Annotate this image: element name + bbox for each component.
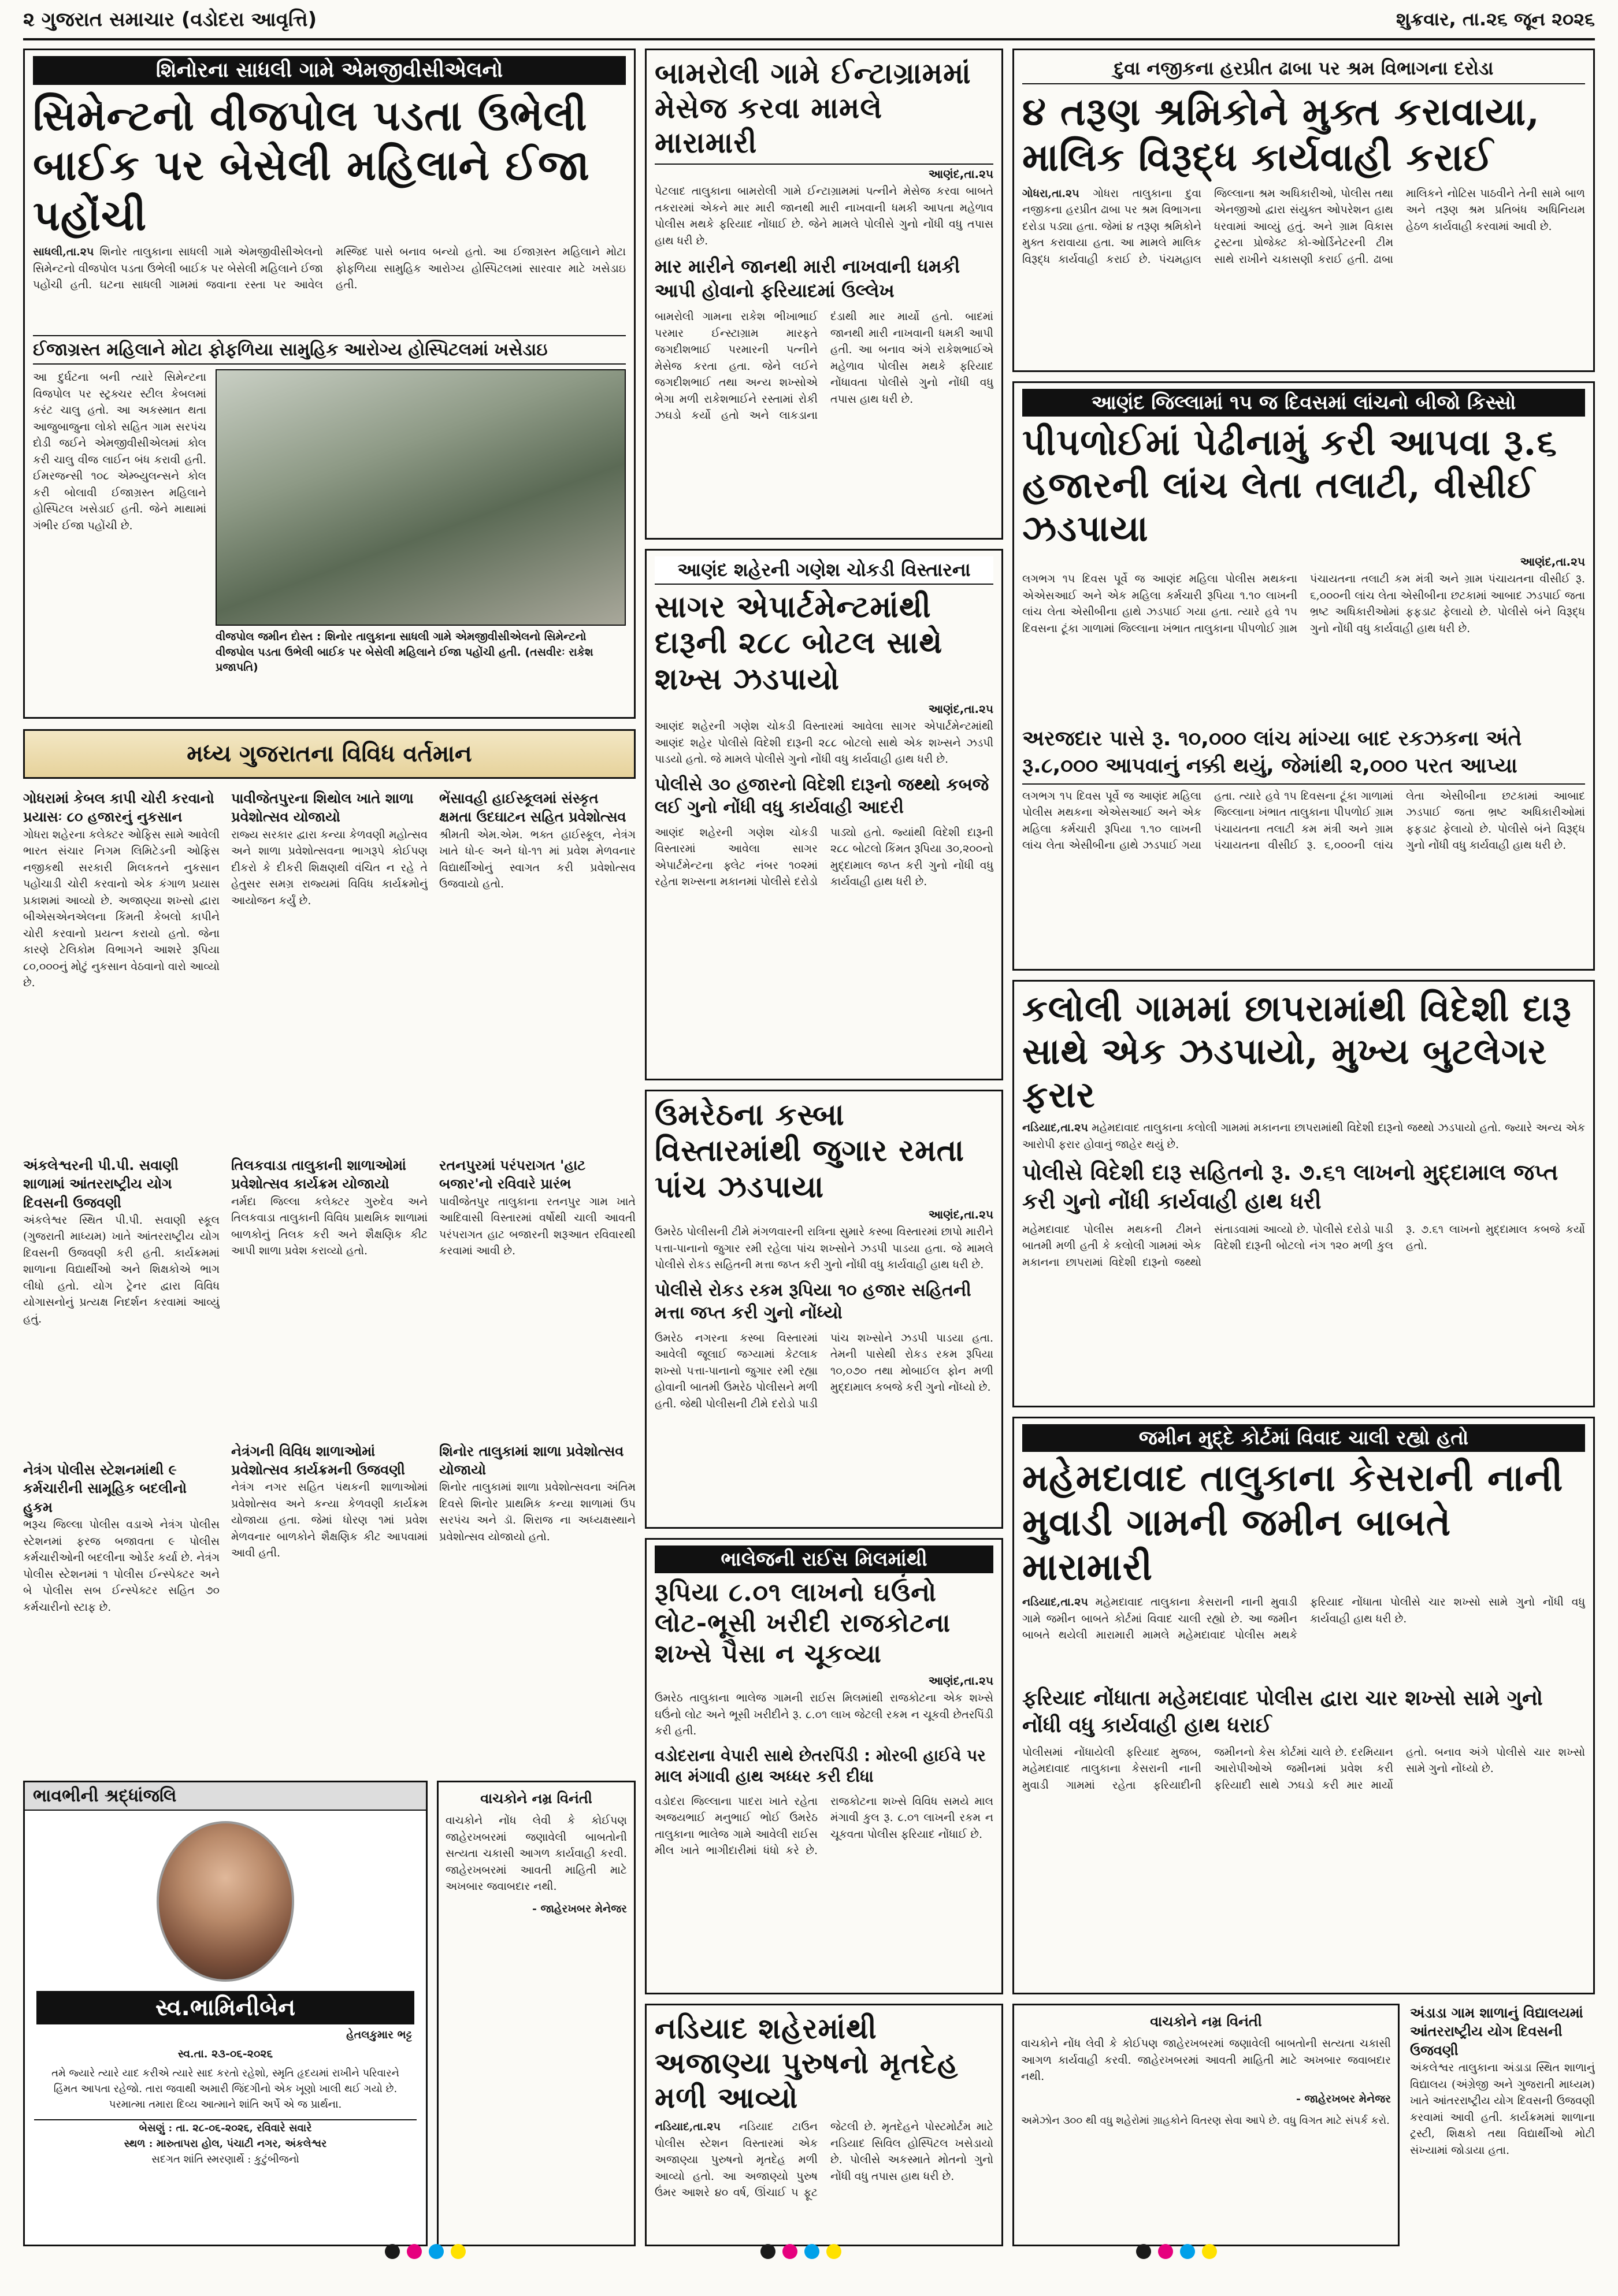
brief-headline: નેત્રંગની વિવિધ શાળાઓમાં પ્રવેશોત્સવ કાર્યક્રમની ઉજવણી — [231, 1443, 405, 1478]
story-lead: આણંદ શહેરની ગણેશ ચોકડી વિસ્તારમાં આવેલા સાગર એપાર્ટમેન્ટમાંથી આણંદ શહેર પોલીસે વિદેશી દારૂની ૨૮૮ બોટલો સાથે એક શખ્સને ઝડપી પાડયો હતો. જે મામલે પોલીસે ગુનો નોંધી વધુ કાર્યવાહી હાથ ધરી છે. — [655, 720, 993, 766]
story-text: લગભગ ૧૫ દિવસ પૂર્વે જ આણંદ મહિલા પોલીસ મથકના એએસઆઈ અને એક મહિલા કર્મચારી રૂપિયા ૧.૧૦ લાખની લાંચ લેતા એસીબીના હાથે ઝડપાઈ ગયા હતા. ત્યારે હવે ૧૫ દિવસના ટૂંકા ગાળામાં જિલ્લાના ખંભાત તાલુકાના પીપળોઈ ગ્રામ પંચાયતના તલાટી કમ મંત્રી અને ગ્રામ પંચાયતના વીસીઈ રૂ. ૬,૦૦૦ની લાંચ લેતા એસીબીના છટકામાં આબાદ ઝડપાઈ જતા ભ્રષ્ટ અધિકારીઓમાં ફફડાટ ફેલાયો છે. પોલીસે બંને વિરૂદ્ધ ગુનો નોંધી વધુ કાર્યવાહી હાથ ધરી છે. — [1022, 573, 1585, 635]
registration-dot — [1158, 2244, 1173, 2259]
story-land-dispute — [1012, 1417, 1595, 1994]
story-dateline: આણંદ,તા.૨૫ — [928, 1674, 993, 1688]
tribute-poem: તમે જ્યારે ત્યારે યાદ કરીએ ત્યારે સાદ કરતો રહેશો, સ્મૃતિ હૃદયમાં રાખીને પરિવારને હિંમત આપતા રહેજો. તારા જવાથી અમારી જિંદગીનો એક ખૂણો ખાલી થઈ ગયો છે. પરમાત્મા તમારા દિવ્ય આત્માને શાંતિ અર્પે એ જ પ્રાર્થના. — [51, 2067, 399, 2111]
brief-text: પાવીજેતપુર તાલુકાના રતનપુર ગામ ખાતે આદિવાસી વિસ્તારમાં વર્ષોથી ચાલી આવતી પરંપરાગત હાટ બજારની શરૂઆત રવિવારથી કરવામાં આવી છે. — [439, 1195, 636, 1258]
story-lead — [1022, 1120, 1585, 1153]
notice-sign-2: - જાહેરખબર મેનેજર — [532, 1902, 627, 1915]
notice-box — [1012, 2004, 1400, 2246]
story-electric-pole — [23, 49, 636, 719]
registration-dot — [1202, 2244, 1217, 2259]
registration-marks-right — [1133, 2244, 1220, 2261]
story-body: ગોધરા તાલુકાના દુવા નજીકના હરપ્રીત ઢાબા પર શ્રમ વિભાગના દરોડા પડ્યા હતા. જેમાં ૪ તરૂણ શ્રમિકોને મુક્ત કરાવાયા હતા. આ મામલે માલિક વિરૂદ્ધ કાર્યવાહી કરાઈ છે. પંચમહાલ જિલ્લાના શ્રમ અધિકારીઓ, પોલીસ તથા એનજીઓ દ્વારા સંયુક્ત ઓપરેશન હાથ ધરવામાં આવ્યું હતું. અને ગ્રામ વિકાસ ટ્રસ્ટના પ્રોજેક્ટ કો-ઓર્ડિનેટરની ટીમ સાથે રાખીને ચકાસણી કરાઈ હતી. ઢાબા માલિકને નોટિસ પાઠવીને તેની સામે બાળ અને તરૂણ શ્રમ પ્રતિબંધ અધિનિયમ હેઠળ કાર્યવાહી કરવામાં આવી છે. — [1022, 187, 1585, 266]
story-kicker: ભાલેજની રાઈસ મિલમાંથી — [655, 1545, 993, 1573]
story-rice-mill-fraud — [645, 1538, 1003, 1994]
story-text: આણંદ શહેરની ગણેશ ચોકડી વિસ્તારમાં આવેલા સાગર એપાર્ટમેન્ટના ફ્લેટ નંબર ૧૦૨માં રહેતા શખ્સના મકાનમાં પોલીસે દરોડો પાડ્યો હતો. જ્યાંથી વિદેશી દારૂની ૨૮૮ બોટલો કિંમત રૂપિયા ૩૦,૨૦૦નો મુદ્દામાલ જપ્ત કરી ગુનો નોંધી વધુ કાર્યવાહી હાથ ધરી છે. — [655, 826, 993, 889]
masthead-rule — [23, 38, 1595, 40]
story-dateline: ગોધરા,તા.૨૫ — [1022, 187, 1079, 200]
story-dateline: નડિયાદ,તા.૨૫ — [1022, 1121, 1088, 1135]
brief-text: નેત્રંગ નગર સહિત પંથકની શાળાઓમાં પ્રવેશોત્સવ અને કન્યા કેળવણી કાર્યક્રમ યોજાયા હતા. જેમાં ધોરણ ૧માં પ્રવેશ મેળવનાર બાળકોને શૈક્ષણિક કીટ આપવામાં આવી હતી. — [231, 1481, 428, 1560]
story-lead: ઉમરેઠ તાલુકાના ભાલેજ ગામની રાઈસ મિલમાંથી રાજકોટના એક શખ્સે ઘઉંનો લોટ અને ભૂસી ખરીદીને રૂ. ૮.૦૧ લાખ જેટલી રકમ ન ચૂકવી છેતરપિંડી કરી હતી. — [655, 1692, 993, 1738]
story-instagram-fight — [645, 49, 1003, 540]
story-lead — [1022, 1594, 1585, 1681]
brief-text: ભરૂચ જિલ્લા પોલીસ વડાએ નેત્રંગ પોલીસ સ્ટેશનમાં ફરજ બજાવતા ૯ પોલીસ કર્મચારીઓની બદલીના ઓર્ડર કર્યા છે. નેત્રંગ પોલીસ સ્ટેશનમાં ૧ પોલીસ ઈન્સ્પેક્ટર અને બે પોલીસ સબ ઈન્સ્પેક્ટર સહિત ૭૦ કર્મચારીનો સ્ટાફ છે. — [23, 1518, 220, 1614]
brief-text: શ્રીમતી એમ.એમ. ભક્ત હાઈસ્કૂલ, નેત્રંગ ખાતે ધો-૯ અને ધો-૧૧ માં પ્રવેશ મેળવનાર વિદ્યાર્થીઓનું સ્વાગત કરી પ્રવેશોત્સવ ઉજવાયો હતો. — [439, 828, 636, 891]
story-text: અંકલેશ્વર તાલુકાના અંડાડા સ્થિત શાળાનું વિદ્યાલય (અંગ્રેજી અને ગુજરાતી માધ્યમ) ખાતે આંતરરાષ્ટ્રીય યોગ દિવસની ઉજવણી કરવામાં આવી હતી. કાર્યક્રમમાં શાળાના ટ્રસ્ટી, શિક્ષકો તથા વિદ્યાર્થીઓ મોટી સંખ્યામાં જોડાયા હતા. — [1410, 2061, 1595, 2157]
registration-dot — [782, 2244, 797, 2259]
registration-marks-center — [757, 2244, 845, 2261]
notice-title: વાચકોને નમ્ર વિનંતી — [1150, 2013, 1262, 2030]
story-headline: સાગર એપાર્ટમેન્ટમાંથી દારૂની ૨૮૮ બોટલ સાથે શખ્સ ઝડપાયો — [655, 589, 943, 697]
story-headline: કલોલી ગામમાં છાપરામાંથી વિદેશી દારૂ સાથે એક ઝડપાયો, મુખ્ય બુટલેગર ફરાર — [1022, 987, 1572, 1116]
briefs-col-b — [231, 789, 428, 1771]
story-kaloli-liquor — [1012, 980, 1595, 1407]
story-lead: પેટલાદ તાલુકાના બામરોલી ગામે ઈન્ટાગ્રામમાં પત્નીને મેસેજ કરવા બાબતે તકરારમાં એકને માર મારી જાનથી મારી નાખવાની ધમકી આપતા મહેળાવ પોલીસ મથકે ફરિયાદ નોંધાઈ છે. જેને મામલે પોલીસે ગુનો નોંધી વધુ તપાસ હાથ ધરી છે. — [655, 185, 993, 247]
story-lead: ઉમરેઠ પોલીસની ટીમે મંગળવારની રાત્રિના સુમારે કસ્બા વિસ્તારમાં છાપો મારીને પત્તા-પાનાનો જુગાર રમી રહેલા પાંચ શખ્સોને ઝડપી પાડયા હતા. જે મામલે પોલીસે રોકડ સહિતની મત્તા જપ્ત કરી ગુનો નોંધી વધુ કાર્યવાહી હાથ ધરી છે. — [655, 1225, 993, 1272]
brief-text: શિનોર તાલુકામાં શાળા પ્રવેશોત્સવના અંતિમ દિવસે શિનોર પ્રાથમિક કન્યા શાળામાં ઉપ સરપંચ અને ડૉ. શિરાજ ના અધ્યક્ષસ્થાને પ્રવેશોત્સવ યોજાયો હતો. — [439, 1481, 636, 1543]
tribute-portrait — [157, 1821, 294, 1982]
brief-headline: અંકલેશ્વરની પી.પી. સવાણી શાળામાં આંતરરાષ્ટ્રીય યોગ દિવસની ઉજવણી — [23, 1157, 179, 1211]
notice-text: વાચકોને નોંધ લેવી કે કોઈપણ જાહેરખબરમાં જણાવેલી બાબતોની સત્યતા ચકાસી આગળ કાર્યવાહી કરવી. જાહેરખબરમાં આવતી માહિતી માટે અખબાર જવાબદાર નથી. — [1021, 2037, 1391, 2083]
story-text — [655, 2119, 993, 2234]
section-banner: મધ્ય ગુજરાતના વિવિધ વર્તમાન — [23, 729, 636, 779]
story-headline: પીપળોઈમાં પેઢીનામું કરી આપવા રૂ.૬ હજારની લાંચ લેતા તલાટી, વીસીઈ ઝડપાયા — [1022, 421, 1557, 549]
story-headline: મહેમદાવાદ તાલુકાના કેસરાની નાની મુવાડી ગામની જમીન બાબતે મારામારી — [1022, 1457, 1564, 1589]
story-subhead: પોલીસે ૩૦ હજારનો વિદેશી દારૂનો જથ્થો કબજે લઈ ગુનો નોંધી વધુ કાર્યવાહી આદરી — [655, 774, 989, 818]
story-headline: અંડાડા ગામ શાળાનું વિદ્યાલયમાં આંતરરાષ્ટ્રીય યોગ દિવસની ઉજવણી — [1410, 2005, 1583, 2059]
story-liquor-apartment — [645, 549, 1003, 1080]
brief-text: અંકલેશ્વર સ્થિત પી.પી. સવાણી સ્કૂલ (ગુજરાતી માધ્યમ) ખાતે આંતરરાષ્ટ્રીય યોગ દિવસની ઉજવણી કરી હતી. કાર્યક્રમમાં શાળાના વિદ્યાર્થીઓ અને શિક્ષકોએ ભાગ લીધો હતો. યોગ ટ્રેનર દ્વારા વિવિધ યોગાસનોનું પ્રત્યક્ષ નિદર્શન કરવામાં આવ્યું હતું. — [23, 1213, 220, 1325]
story-kicker: શિનોરના સાધલી ગામે એમજીવીસીએલનો — [33, 56, 626, 85]
story-subhead-1: અરજદાર પાસે રૂ. ૧૦,૦૦૦ લાંચ માંગ્યા બાદ રકઝકના અંતે — [1022, 727, 1522, 751]
story-headline: ઉમરેઠના કસ્બા વિસ્તારમાંથી જુગાર રમતા પાંચ ઝડપાયા — [655, 1097, 964, 1205]
story-dateline: નડિયાદ,તા.૨૫ — [1022, 1596, 1088, 1609]
brief-headline: તિલકવાડા તાલુકાની શાળાઓમાં પ્રવેશોત્સવ કાર્યક્રમ યોજાયો — [231, 1157, 406, 1192]
brief-text: નર્મદા જિલ્લા કલેક્ટર ગુરુદેવ અને તિલકવાડા તાલુકાની વિવિધ પ્રાથમિક શાળામાં બાળકોનું તિલક કરી અને શૈક્ષણિક કીટ આપી શાળા પ્રવેશ કરાવ્યો હતો. — [231, 1195, 428, 1258]
story-headline: ૪ તરૂણ શ્રમિકોને મુક્ત કરાવાયા, માલિક વિરૂદ્ધ કાર્યવાહી કરાઈ — [1022, 89, 1541, 180]
tribute-dates: સ્વ.તા. ૨૩-૦૬-૨૦૨૬ — [177, 2047, 273, 2060]
story-text: બામરોલી ગામના રાકેશ ભીખાભાઈ પરમાર ઈન્સ્ટાગ્રામ મારફતે જગદીશભાઈ પરમારની પત્નીને મેસેજ કરતા હતા. જેને લઈને જગદીશભાઈ તથા અન્ય શખ્સોએ ભેગા મળી રાકેશભાઈને રસ્તામાં રોકી ઝઘડો કર્યો હતો અને લાકડાના દંડાથી માર માર્યો હતો. બાદમાં જાનથી મારી નાખવાની ધમકી આપી હતી. આ બનાવ અંગે રાકેશભાઈએ મહેળાવ પોલીસ મથકે ફરિયાદ નોંધાવતા પોલીસે ગુનો નોંધી વધુ તપાસ હાથ ધરી છે. — [655, 310, 993, 422]
registration-dot — [1180, 2244, 1195, 2259]
story-dateline: આણંદ,તા.૨૫ — [1520, 555, 1585, 569]
story-gambling — [645, 1090, 1003, 1529]
brief-headline: નેત્રંગ પોલીસ સ્ટેશનમાંથી ૯ કર્મચારીની સામૂહિક બદલીનો હુકમ — [23, 1461, 187, 1515]
story-dateline: આણંદ,તા.૨૫ — [928, 702, 993, 716]
registration-dot — [385, 2244, 400, 2259]
story-body: નડિયાદ ટાઉન પોલીસ સ્ટેશન વિસ્તારમાં એક અજાણ્યા પુરુષનો મૃતદેહ મળી આવ્યો હતો. આ અજાણ્યો પુરુષ ઉંમર આશરે ૪૦ વર્ષ, ઊંચાઈ ૫ ફૂટ જેટલી છે. મૃતદેહને પોસ્ટમોર્ટમ માટે નડિયાદ સિવિલ હોસ્પિટલ ખસેડાયો છે. પોલીસે અકસ્માતે મોતનો ગુનો નોંધી વધુ તપાસ હાથ ધરી છે. — [655, 2120, 993, 2199]
story-dateline: નડિયાદ,તા.૨૫ — [655, 2120, 721, 2133]
story-kicker: જમીન મુદ્દે કોર્ટમાં વિવાદ ચાલી રહ્યો હતો — [1022, 1424, 1585, 1452]
story-headline: રૂપિયા ૮.૦૧ લાખનો ઘઉંનો લોટ-ભૂસી ખરીદી રાજકોટના શખ્સે પૈસા ન ચૂકવ્યા — [655, 1578, 951, 1669]
story-kicker: આણંદ શહેરની ગણેશ ચોકડી વિસ્તારના — [655, 556, 993, 585]
brief-text: રાજ્ય સરકાર દ્વારા કન્યા કેળવણી મહોત્સવ અને શાળા પ્રવેશોત્સવના ભાગરૂપે કોઈપણ દીકરો કે દીકરી શિક્ષણથી વંચિત ન રહે તે હેતુસર સમગ્ર રાજ્યમાં વિવિધ કાર્યક્રમોનું આયોજન કર્યું છે. — [231, 828, 428, 907]
story-text: ઉમરેઠ નગરના કસ્બા વિસ્તારમાં આવેલી જૂલાઈ જગ્યામાં કેટલાક શખ્સો પત્તા-પાનાનો જુગાર રમી રહ્યા હોવાની બાતમી ઉમરેઠ પોલીસને મળી હતી. જેથી પોલીસની ટીમે દરોડો પાડી પાંચ શખ્સોને ઝડપી પાડયા હતા. તેમની પાસેથી રોકડ રકમ રૂપિયા ૧૦,૦૭૦ તથા મોબાઈલ ફોન મળી મુદ્દામાલ કબજે કરી ગુનો નોંધ્યો છે. — [655, 1331, 993, 1410]
brief-headline: શિનોર તાલુકામાં શાળા પ્રવેશોત્સવ યોજાયો — [439, 1443, 624, 1478]
registration-marks-left — [381, 2244, 469, 2261]
tribute-title: ભાવભીની શ્રદ્ધાંજલિ — [25, 1782, 426, 1811]
photo-caption: વીજપોલ જમીન દોસ્ત : શિનોર તાલુકાના સાધલી ગામે એમજીવીસીએલનો સિમેન્ટનો વીજપોલ પડતા ઉભેલી બાઈક પર બેસેલી મહિલાને ઈજા પહોંચી હતી. (તસવીરઃ રાકેશ પ્રજાપતિ) — [216, 630, 593, 674]
story-bribe-talati — [1012, 381, 1595, 971]
story-headline: સિમેન્ટનો વીજપોલ પડતા ઉભેલી બાઈક પર બેસેલી મહિલાને ઈજા પહોંચી — [33, 91, 590, 240]
story-child-labour — [1012, 49, 1595, 372]
brief-headline: પાવીજેતપુરના શિથોલ ખાતે શાળા પ્રવેશોત્સવ યોજાયો — [231, 790, 414, 826]
notice-readers — [437, 1781, 636, 2246]
brief-headline: ભેંસાવહી હાઈસ્કૂલમાં સંસ્કૃત ક્ષમતા ઉદઘાટન સહિત પ્રવેશોત્સવ — [439, 790, 626, 826]
story-text: પોલીસમાં નોંધાયેલી ફરિયાદ મુજબ, મહેમદાવાદ તાલુકાના કેસરાની નાની મુવાડી ગામમાં રહેતા ફરિયાદીની જમીનનો કેસ કોર્ટમાં ચાલે છે. દરમિયાન આરોપીઓએ જમીનમાં પ્રવેશ કરી ફરિયાદી સાથે ઝઘડો કરી માર માર્યો હતો. બનાવ અંગે પોલીસે ચાર શખ્સો સામે ગુનો નોંધ્યો છે. — [1022, 1745, 1585, 1792]
registration-dot — [760, 2244, 775, 2259]
story-dateline: આણંદ,તા.૨૫ — [928, 1208, 993, 1222]
ad-text: અમેઝોન ૩૦૦ થી વધુ શહેરોમાં ગ્રાહકોને વિતરણ સેવા આપે છે. વધુ વિગત માટે સંપર્ક કરો. — [1021, 2115, 1390, 2127]
story-subhead: ઈજાગ્રસ્ત મહિલાને મોટા ફોફળિયા સામુહિક આરોગ્ય હોસ્પિટલમાં ખસેડાઇ — [33, 335, 626, 365]
briefs-col-a — [23, 789, 220, 1771]
registration-dot — [429, 2244, 444, 2259]
tribute-name: સ્વ.ભામિનીબેન — [36, 1991, 414, 2024]
masthead-date: શુક્રવાર, તા.૨૬ જૂન ૨૦૨૬ — [1396, 8, 1595, 30]
story-lead-text: મહેમદાવાદ તાલુકાના કલોલી ગામમાં મકાનના છાપરામાંથી વિદેશી દારૂનો જથ્થો ઝડપાયો હતો. જ્યારે અન્ય એક આરોપી ફરાર હોવાનું જાહેર થયું છે. — [1022, 1121, 1585, 1151]
notice-title-2: વાચકોને નમ્ર વિનંતી — [480, 1790, 592, 1807]
story-kicker: આણંદ જિલ્લામાં ૧૫ જ દિવસમાં લાંચનો બીજો કિસ્સો — [1022, 389, 1585, 417]
story-yoga-andada — [1410, 2004, 1595, 2246]
story-kicker: દુવા નજીકના હરપ્રીત ઢાબા પર શ્રમ વિભાગના દરોડા — [1022, 56, 1585, 84]
tribute-besanu: બેસણું : તા. ૨૮-૦૬-૨૦૨૬, રવિવારે સવારે — [34, 2119, 417, 2136]
registration-dot — [826, 2244, 841, 2259]
briefs-col-c — [439, 789, 636, 1771]
registration-dot — [407, 2244, 422, 2259]
story-headline: બામરોલી ગામે ઈન્ટાગ્રામમાં મેસેજ કરવા મામલે મારામારી — [655, 56, 993, 165]
story-text-more: લગભગ ૧૫ દિવસ પૂર્વે જ આણંદ મહિલા પોલીસ મથકના એએસઆઈ અને એક મહિલા કર્મચારી રૂપિયા ૧.૧૦ લાખની લાંચ લેતા એસીબીના હાથે ઝડપાઈ ગયા હતા. ત્યારે હવે ૧૫ દિવસના ટૂંકા ગાળામાં જિલ્લાના ખંભાત તાલુકાના પીપળોઈ ગ્રામ પંચાયતના તલાટી કમ મંત્રી અને ગ્રામ પંચાયતના વીસીઈ રૂ. ૬,૦૦૦ની લાંચ લેતા એસીબીના છટકામાં આબાદ ઝડપાઈ જતા ભ્રષ્ટ અધિકારીઓમાં ફફડાટ ફેલાયો છે. પોલીસે બંને વિરૂદ્ધ ગુનો નોંધી વધુ કાર્યવાહી હાથ ધરી છે. — [1022, 789, 1585, 852]
story-subhead: વડોદરાના વેપારી સાથે છેતરપિંડી : મોરબી હાઈવે પર માલ મંગાવી હાથ અધ્ધર કરી દીધા — [655, 1745, 986, 1786]
brief-headline: રતનપુરમાં પરંપરાગત 'હાટ બજાર'નો રવિવારે પ્રારંભ — [439, 1157, 586, 1192]
story-text — [1022, 185, 1585, 341]
story-subhead-2: રૂ.૮,૦૦૦ આપવાનું નક્કી થયું, જેમાંથી ૨,૦૦૦ પરત આપ્યા — [1022, 753, 1585, 785]
story-text-col: આ દુર્ઘટના બની ત્યારે સિમેન્ટના વિજપોલ પર સ્ટ્રક્ચર સ્ટીલ કેબલમાં કરંટ ચાલુ હતો. આ અકસ્માત થતા આજુબાજુના લોકો સહિત ગામ સરપંચ દોડી જઈને એમજીવીસીએલમાં કોલ કરી ચાલુ વીજ લાઈન બંધ કરાવી હતી. ઈમરજન્સી ૧૦૮ એમ્બ્યુલન્સને કોલ કરી બોલાવી ઈજાગ્રસ્ત મહિલાને હોસ્પિટલ ખસેડાઈ હતી. જેને માથામાં ગંભીર ઈજા પહોંચી છે. — [33, 371, 206, 532]
story-dateline: સાધલી,તા.૨૫ — [33, 246, 94, 259]
notice-text-2: વાચકોને નોંધ લેવી કે કોઈપણ જાહેરખબરમાં જણાવેલી બાબતોની સત્યતા ચકાસી આગળ કાર્યવાહી કરવી. જાહેરખબરમાં આવતી માહિતી માટે અખબાર જવાબદાર નથી. — [446, 1814, 627, 1893]
masthead-left: ૨ ગુજરાત સમાચાર (વડોદરા આવૃત્તિ) — [23, 8, 317, 31]
tribute-box — [23, 1781, 428, 2246]
brief-headline: ગોધરામાં કેબલ કાપી ચોરી કરવાનો પ્રયાસઃ ૮૦ હજારનું નુકસાન — [23, 790, 214, 826]
story-headline: નડિયાદ શહેરમાંથી અજાણ્યા પુરુષનો મૃતદેહ મળી આવ્યો — [655, 2011, 959, 2115]
story-text: વડોદરા જિલ્લાના પાદરા ખાતે રહેતા અજયભાઈ મનુભાઈ ભોઈ ઉમરેઠ તાલુકાના ભાલેજ ગામે આવેલી રાઈસ મીલ ખાતે ભાગીદારીમાં ધંધો કરે છે. રાજકોટના શખ્સે વિવિધ સમયે માલ મંગાવી કુલ રૂ. ૮.૦૧ લાખની રકમ ન ચૂકવતા પોલીસ ફરિયાદ નોંધાઈ છે. — [655, 1795, 993, 1857]
story-subhead: પોલીસે વિદેશી દારૂ સહિતનો રૂ. ૭.૬૧ લાખનો મુદ્દામાલ જપ્ત કરી ગુનો નોંધી કાર્યવાહી હાથ ધરી — [1022, 1160, 1558, 1214]
tribute-family: સદગત શાંતિ સ્મરણાર્થે : કુટુંબીજનો — [151, 2153, 299, 2165]
news-photo-fallen-pole — [216, 369, 626, 626]
story-lead — [33, 244, 626, 330]
brief-text: ગોધરા શહેરના કલેક્ટર ઓફિસ સામે આવેલી ભારત સંચાર નિગમ લિમિટેડની ઓફિસ નજીકથી સરકારી મિલકતને નુકસાન પહોંચાડી ચોરી કરવાનો એક કંગાળ પ્રયાસ પ્રકાશમાં આવ્યો છે. અજાણ્યા શખ્સો દ્વારા બીએસએનએલના કિંમતી કેબલો કાપીને ચોરી કરવાનો પ્રયત્ન કરાયો હતો. જેના કારણે ટેલિકોમ વિભાગને આશરે રૂપિયા ૮૦,૦૦૦નું મોટું નુકસાન વેઠવાનો વારો આવ્યો છે. — [23, 828, 220, 990]
tribute-venue: સ્થળ : મારુતાપરા હોલ, પંચાટી નગર, અંકલેશ્વર — [124, 2138, 327, 2150]
notice-sign: - જાહેરખબર મેનેજર — [1296, 2092, 1391, 2105]
story-text: મહેમદાવાદ પોલીસ મથકની ટીમને બાતમી મળી હતી કે કલોલી ગામમાં એક મકાનના છાપરામાં વિદેશી દારૂનો જથ્થો સંતાડવામાં આવ્યો છે. પોલીસે દરોડો પાડી વિદેશી દારૂની બોટલો નંગ ૧૨૦ મળી કુલ રૂ. ૭.૬૧ લાખનો મુદ્દામાલ કબજે કર્યો હતો. — [1022, 1223, 1585, 1269]
registration-dot — [1136, 2244, 1151, 2259]
story-text: શિનોર તાલુકાના સાધલી ગામે એમજીવીસીએલનો સિમેન્ટનો વીજપોલ પડતા ઉભેલી બાઈક પર બેસેલી મહિલાને ઈજા પહોંચી હતી. ઘટના સાધલી ગામમાં જવાના રસ્તા પર આવેલ મસ્જિદ પાસે બનાવ બન્યો હતો. આ ઈજાગ્રસ્ત મહિલાને મોટા ફોફળિયા સામુહિક આરોગ્ય હોસ્પિટલમાં સારવાર માટે ખસેડાઇ હતી. — [33, 246, 626, 292]
story-subhead: માર મારીને જાનથી મારી નાખવાની ધમકી આપી હોવાનો ફરિયાદમાં ઉલ્લેખ — [655, 255, 960, 302]
story-unidentified-body — [645, 2004, 1003, 2246]
registration-dot — [804, 2244, 819, 2259]
story-lead-text: મહેમદાવાદ તાલુકાના કેસરાની નાની મુવાડી ગામે જમીન બાબતે કોર્ટમાં વિવાદ ચાલી રહ્યો છે. આ જમીન બાબતે થયેલી મારામારી મામલે મહેમદાવાદ પોલીસ મથકે ફરિયાદ નોંધાતા પોલીસે ચાર શખ્સો સામે ગુનો નોંધી વધુ કાર્યવાહી હાથ ધરી છે. — [1022, 1596, 1585, 1642]
story-subhead: ફરિયાદ નોંધાતા મહેમદાવાદ પોલીસ દ્વારા ચાર શખ્સો સામે ગુનો નોંધી વધુ કાર્યવાહી હાથ ધરાઈ — [1022, 1686, 1543, 1738]
tribute-relation: હેતલકુમાર ભટ્ટ — [346, 2028, 412, 2041]
registration-dot — [451, 2244, 466, 2259]
story-subhead: પોલીસે રોકડ રકમ રૂપિયા ૧૦ હજાર સહિતની મત્તા જપ્ત કરી ગુનો નોંધ્યો — [655, 1280, 971, 1323]
story-dateline: આણંદ,તા.૨૫ — [928, 167, 993, 181]
